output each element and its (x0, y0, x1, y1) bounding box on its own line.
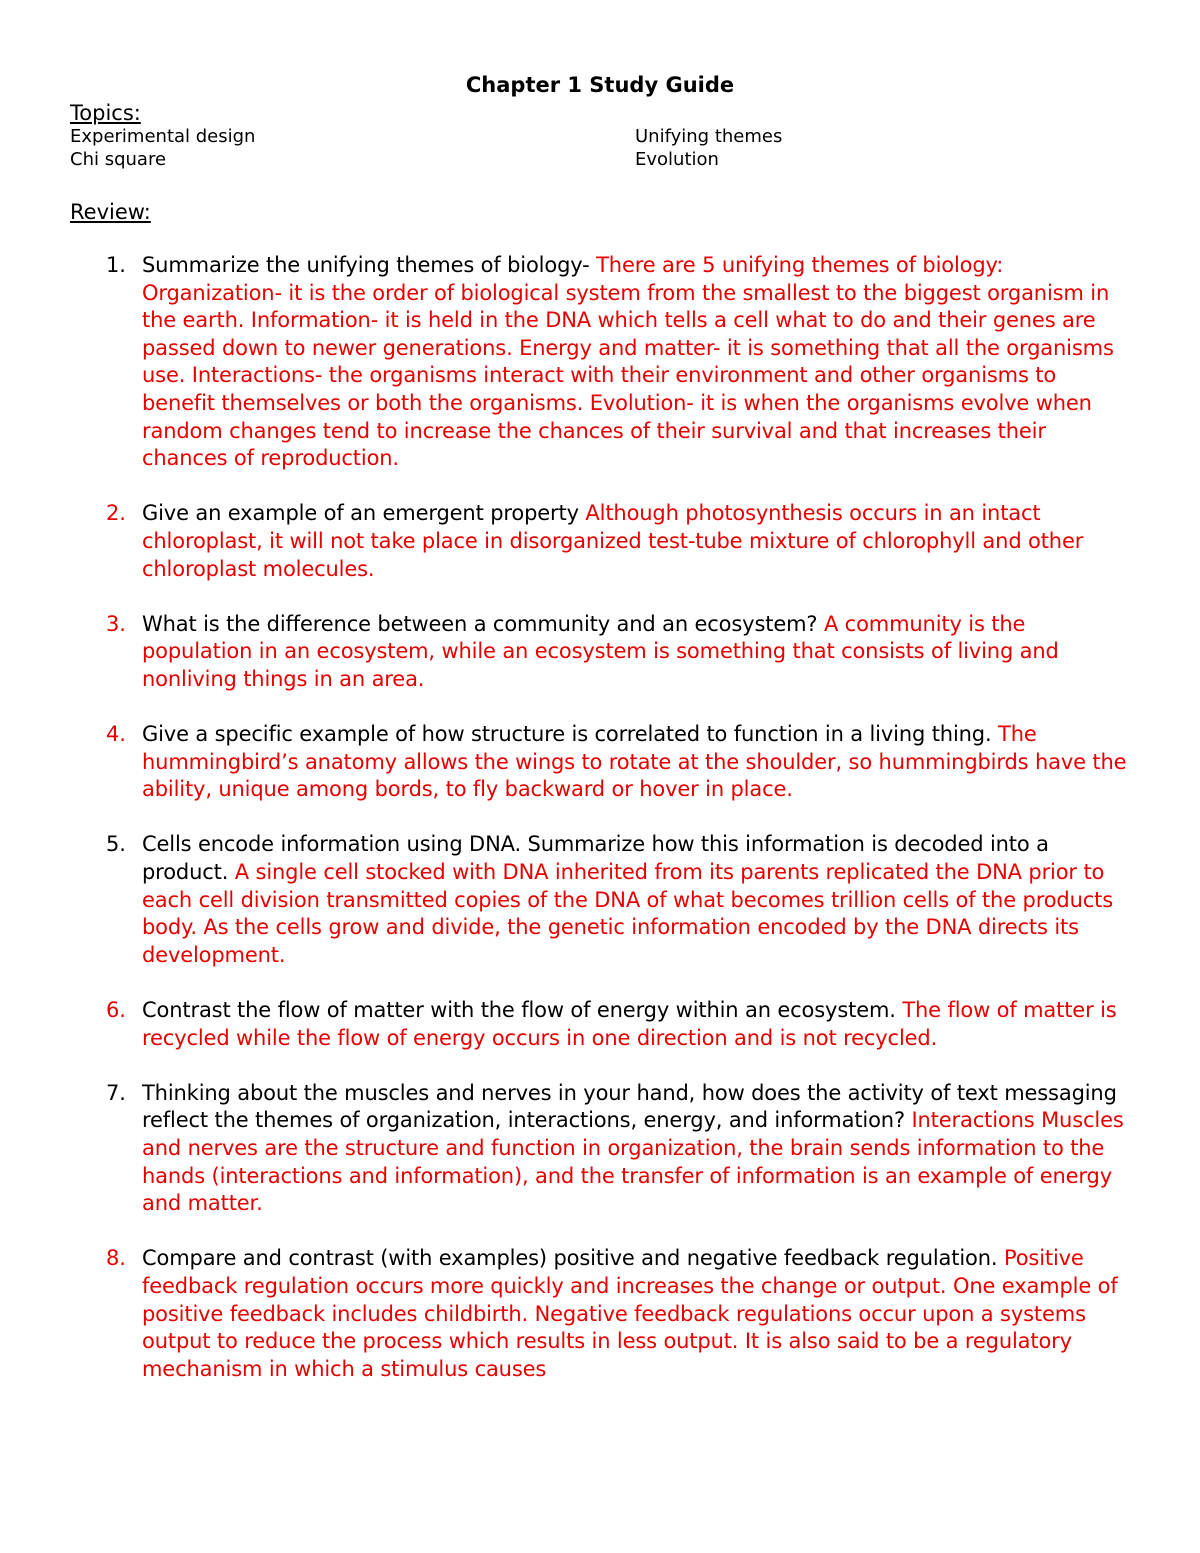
question-number: 2. (106, 501, 126, 526)
topic-item: Unifying themes (635, 126, 783, 147)
question-item-3 (0, 611, 1200, 694)
topic-item: Chi square (70, 149, 167, 170)
question-list (0, 252, 1200, 1411)
answer-text: Positive feedback regulation occurs more quickly and increases the change or output. One example of positive feedback includes childbirth. Negative feedback regulations occur upon a systems output to reduce the process which results in less output. It is also said to be a regulatory mechanism in which a stimulus causes (142, 1246, 1118, 1381)
question-item-8 (0, 1245, 1200, 1383)
answer-text: The flow of matter is recycled while the flow of energy occurs in one direction and is not recycled. (142, 998, 1117, 1050)
question-number: 5. (106, 832, 126, 857)
question-item-6 (0, 997, 1200, 1052)
question-item-7 (0, 1080, 1200, 1218)
question-text: Compare and contrast (with examples) positive and negative feedback regulation. (142, 1246, 1004, 1271)
question-text: Thinking about the muscles and nerves in your hand, how does the activity of text messaging reflect the themes of organization, interactions, energy, and information? (142, 1080, 1117, 1133)
answer-text: A single cell stocked with DNA inherited from its parents replicated the DNA prior to each cell division transmitted copies of the DNA of what becomes trillion cells of the products body. As the cells grow and divide, the genetic information encoded by the DNA directs its development. (142, 860, 1114, 967)
topics-heading: Topics: (70, 101, 141, 125)
answer-text: A community is the population in an ecosystem, while an ecosystem is something that consists of living and nonliving things in an area. (142, 611, 1059, 691)
answer-text: Although photosynthesis occurs in an intact chloroplast, it will not take place in disorganized test-tube mixture of chlorophyll and other chloroplast molecules. (142, 501, 1084, 581)
question-number: 7. (106, 1080, 126, 1105)
question-text: Give an example of an emergent property (142, 501, 586, 526)
answer-text: There are 5 unifying themes of biology: Organization- it is the order of biological system from the smallest to the biggest organism in the earth. Information- it is held in the DNA which tells a cell what to do and their genes are passed down to newer generations. Energy and matter- it is something that all the organisms use. Interactions- the organisms interact with their environment and other organisms to benefit themselves or both the organisms. Evolution- it is when the organisms evolve when random changes tend to increase the chances of their survival and that increases their chances of reproduction. (142, 253, 1114, 471)
question-text: Contrast the flow of matter with the flow of energy within an ecosystem. (142, 998, 903, 1023)
answer-text: Interactions Muscles and nerves are the structure and function in organization, the brain sends information to the hands (interactions and information), and the transfer of information is an example of energy and matter. (142, 1108, 1124, 1216)
question-item-4 (0, 721, 1200, 804)
question-item-2 (0, 500, 1200, 583)
question-text: Cells encode information using DNA. Summarize how this information is decoded into a product. (142, 832, 1049, 885)
question-text: Summarize the unifying themes of biology- (142, 253, 597, 277)
question-number: 1. (106, 253, 126, 277)
question-text: Give a specific example of how structure is correlated to function in a living thing. (142, 722, 999, 747)
question-item-1 (0, 252, 1200, 473)
review-heading: Review: (70, 200, 151, 224)
question-number: 4. (106, 722, 126, 747)
question-number: 8. (106, 1246, 126, 1271)
question-item-5 (0, 831, 1200, 969)
question-text: What is the difference between a community and an ecosystem? (142, 611, 824, 636)
topic-item: Experimental design (70, 126, 256, 147)
topic-item: Evolution (635, 149, 719, 170)
question-number: 6. (106, 998, 126, 1023)
question-number: 3. (106, 611, 126, 636)
page-title: Chapter 1 Study Guide (465, 73, 735, 97)
answer-text: The hummingbird’s anatomy allows the wings to rotate at the shoulder, so hummingbirds have the ability, unique among bords, to fly backward or hover in place. (142, 722, 1127, 802)
